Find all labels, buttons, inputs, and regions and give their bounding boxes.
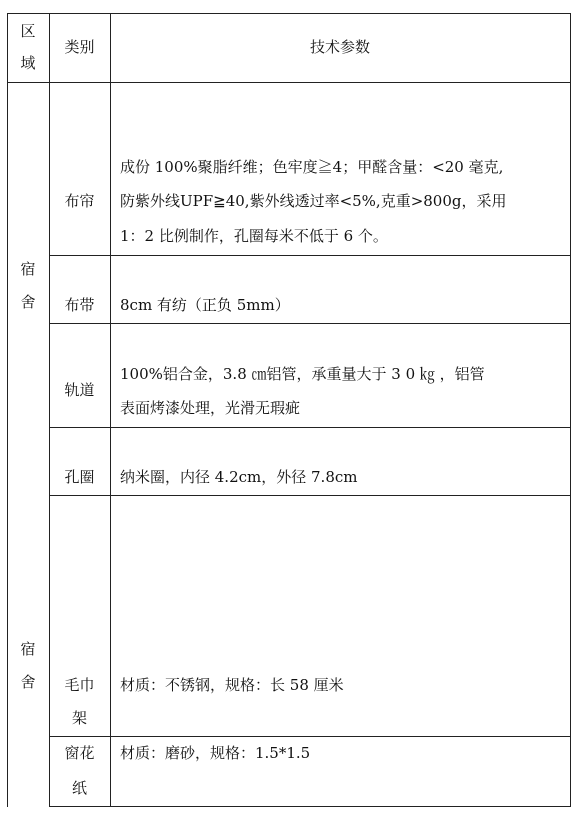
row-params-line: 防紫外线UPF≧40,紫外线透过率<5%,克重>800g，采用 [120, 192, 507, 210]
row-params-line: 材质：不锈钢，规格：长 58 厘米 [120, 676, 344, 694]
row-category-track: 轨道 [64, 381, 95, 399]
header-region-char-2: 域 [20, 54, 36, 72]
row-params-line: 材质：磨砂，规格：1.5*1.5 [120, 744, 311, 762]
row-category-towel-rack-2: 架 [71, 709, 87, 727]
region-label-2-char-1: 宿 [20, 640, 36, 658]
grid-line [7, 82, 571, 83]
header-category: 类别 [64, 38, 95, 56]
grid-line [49, 495, 571, 496]
row-params-line: 成份 100%聚脂纤维；色牢度≧4；甲醛含量：<20 毫克, [120, 158, 504, 176]
grid-line [49, 427, 571, 428]
row-params-line: 100%铝合金，3.8 ㎝铝管，承重量大于 3 0 ㎏ ，铝管 [120, 365, 485, 383]
grid-line [570, 13, 571, 807]
row-params-line: 1：2 比例制作，孔圈每米不低于 6 个。 [120, 227, 388, 245]
header-region-char-1: 区 [20, 22, 36, 40]
row-params-line: 表面烤漆处理，光滑无瑕疵 [120, 399, 301, 417]
grid-line [49, 736, 571, 737]
row-category-window-film-2: 纸 [71, 779, 87, 797]
region-label-2-char-2: 舍 [20, 673, 36, 691]
header-params: 技术参数 [309, 38, 370, 56]
row-category-window-film-1: 窗花 [64, 744, 95, 762]
row-category-band: 布带 [64, 296, 95, 314]
row-category-towel-rack-1: 毛巾 [64, 676, 95, 694]
grid-line [110, 13, 111, 807]
grid-line [7, 13, 571, 14]
grid-line [49, 255, 571, 256]
row-category-curtain: 布帘 [64, 192, 95, 210]
region-label-1-char-2: 舍 [20, 293, 36, 311]
row-params-line: 纳米圈，内径 4.2cm，外径 7.8cm [120, 468, 358, 486]
grid-line [49, 323, 571, 324]
row-params-line: 8cm 有纺（正负 5mm） [120, 296, 290, 314]
row-category-ring: 孔圈 [64, 468, 95, 486]
grid-line [49, 806, 571, 807]
region-label-1-char-1: 宿 [20, 260, 36, 278]
